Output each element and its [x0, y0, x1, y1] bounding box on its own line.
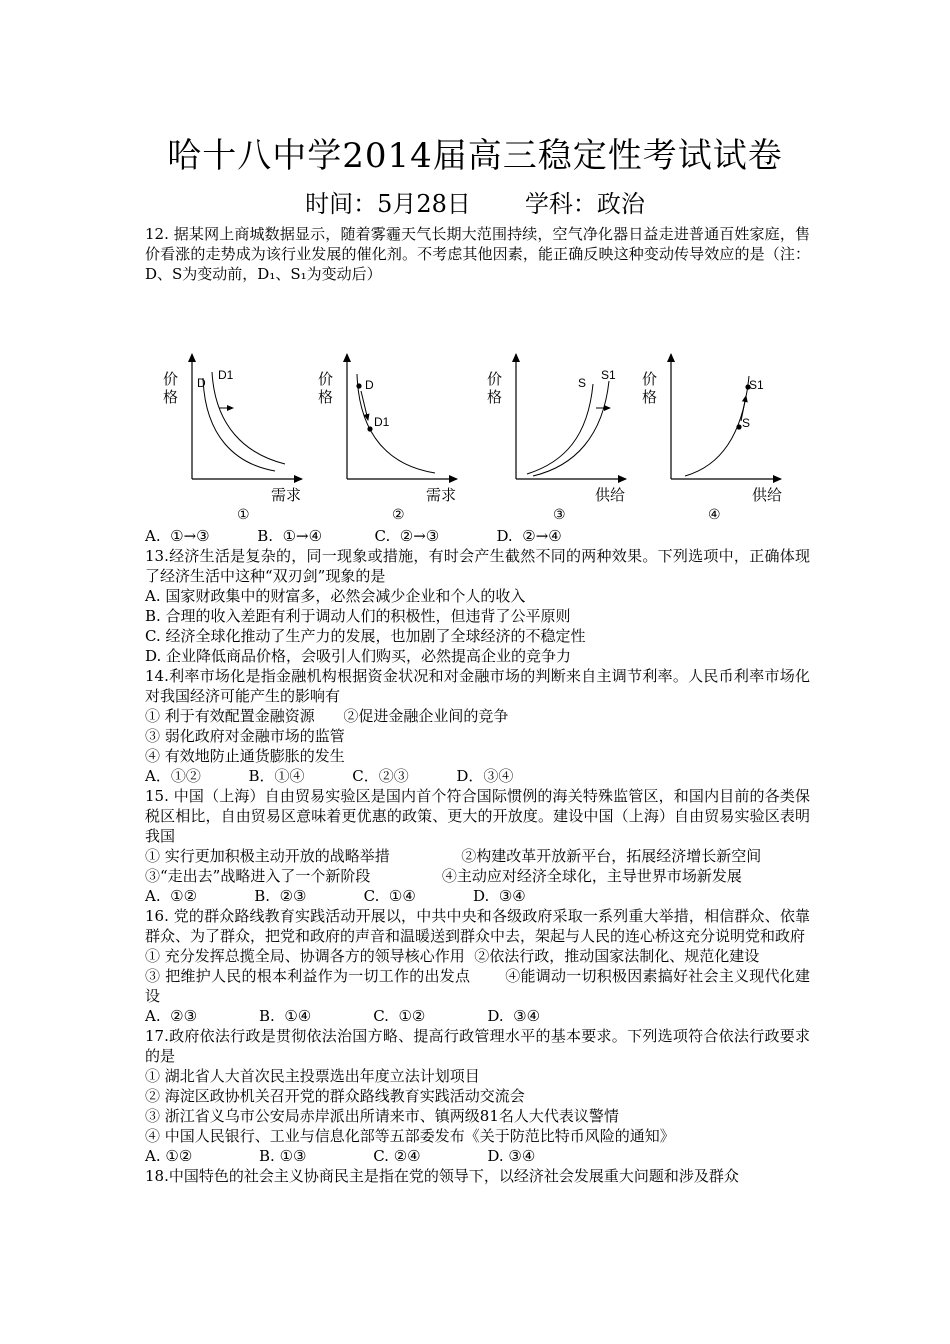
graph-4-curve-s: S: [742, 416, 751, 430]
q12-graphs: [145, 286, 810, 523]
q17-item-2: ② 海淀区政协机关召开党的群众路线教育实践活动交流会: [145, 1087, 525, 1105]
graph-4-ylabel-1: 价: [642, 370, 658, 388]
graph-2-curve-d: D: [365, 378, 374, 392]
graph-4-ylabel-2: 格: [642, 388, 658, 406]
graph-2-xlabel: 需求: [426, 486, 457, 504]
graph-3-xlabel: 供给: [595, 486, 626, 504]
q12-stem: 12. 据某网上商城数据显示，随着雾霾天气长期大范围持续，空气净化器日益走进普通百姓家庭，售价看涨的走势成为该行业发展的催化剂。不考虑其他因素，能正确反映这种变动传导效应的是（注：D、S为变动前，D₁、S₁为变动后）: [145, 225, 810, 283]
q13-stem: 13.经济生活是复杂的，同一现象或措施，有时会产生截然不同的两种效果。下列选项中，正确体现了经济生活中这种“双刃剑”现象的是: [145, 547, 810, 585]
graph-3-curve-s: S: [578, 376, 587, 390]
q14-stem: 14.利率市场化是指金融机构根据资金状况和对金融市场的判断来自主调节利率。人民币利率市场化对我国经济可能产生的影响有: [145, 667, 810, 705]
graph-3-ylabel-2: 格: [487, 388, 503, 406]
question-content: [145, 224, 810, 1186]
q16-options: A. ②③ B. ①④ C. ①② D. ③④: [145, 1007, 541, 1025]
q13-option-b: B. 合理的收入差距有利于调动人们的积极性，但违背了公平原则: [145, 607, 571, 625]
graph-1-number: ①: [237, 507, 250, 523]
q14-item-4: ④ 有效地防止通货膨胀的发生: [145, 747, 345, 765]
graph-2-ylabel-2: 格: [318, 388, 334, 406]
graph-3-curve-s1: S1: [601, 368, 616, 382]
graph-1: [163, 354, 302, 504]
q16-items-34: ③ 把维护人民的根本利益作为一切工作的出发点 ④能调动一切积极因素搞好社会主义现代化建设: [145, 967, 810, 1005]
graph-2-ylabel-1: 价: [318, 370, 334, 388]
graph-4-number: ④: [708, 507, 721, 523]
q15-items-12: ① 实行更加积极主动开放的战略举措 ②构建改革开放新平台，拓展经济增长新空间: [145, 847, 762, 865]
graph-1-curve-d1: D1: [218, 368, 234, 382]
q15-stem: 15. 中国（上海）自由贸易实验区是国内首个符合国际惯例的海关特殊监管区，和国内目前的各类保税区相比，自由贸易区意味着更优惠的政策、更大的开放度。建设中国（上海）自由贸易实验区表明我国: [145, 787, 810, 845]
q17-item-1: ① 湖北省人大首次民主投票选出年度立法计划项目: [145, 1067, 480, 1085]
q12-graph-figure: [145, 286, 810, 523]
graph-4-xlabel: 供给: [752, 486, 783, 504]
graph-2-number: ②: [392, 507, 405, 523]
graph-3-number: ③: [553, 507, 566, 523]
q12-options: A. ①→③ B. ①→④ C. ②→③ D. ②→④: [145, 527, 562, 545]
q16-items-12: ① 充分发挥总揽全局、协调各方的领导核心作用 ②依法行政，推动国家法制化、规范化建设: [145, 947, 760, 965]
q15-items-34: ③“走出去”战略进入了一个新阶段 ④主动应对经济全球化，主导世界市场新发展: [145, 867, 742, 885]
q17-stem: 17.政府依法行政是贯彻依法治国方略、提高行政管理水平的基本要求。下列选项符合依法行政要求的是: [145, 1027, 810, 1065]
graph-2: [318, 354, 457, 504]
graph-1-ylabel-1: 价: [163, 370, 179, 388]
q18-stem: 18.中国特色的社会主义协商民主是指在党的领导下，以经济社会发展重大问题和涉及群众: [145, 1167, 739, 1185]
graph-4-curve-s1: S1: [749, 378, 764, 392]
exam-time: 时间：5月28日: [305, 190, 471, 218]
q17-item-3: ③ 浙江省义乌市公安局赤岸派出所请来市、镇两级81名人大代表议警情: [145, 1107, 619, 1125]
q13-option-d: D. 企业降低商品价格，会吸引人们购买，必然提高企业的竞争力: [145, 647, 572, 665]
graph-1-curve-d: D: [197, 376, 206, 390]
q15-options: A. ①② B. ②③ C. ①④ D. ③④: [145, 887, 526, 905]
q14-options: A．①② B．①④ C．②③ D．③④: [145, 767, 514, 785]
q14-items-12: ① 利于有效配置金融资源 ②促进金融企业间的竞争: [145, 707, 509, 725]
q13-option-a: A. 国家财政集中的财富多，必然会减少企业和个人的收入: [145, 587, 526, 605]
graph-1-xlabel: 需求: [271, 486, 302, 504]
exam-title: 哈十八中学2014届高三稳定性考试试卷: [167, 136, 783, 176]
graph-1-ylabel-2: 格: [163, 388, 179, 406]
exam-subtitle: [0, 184, 950, 219]
q14-item-3: ③ 弱化政府对金融市场的监管: [145, 727, 345, 745]
q17-options: A. ①② B. ①③ C. ②④ D. ③④: [145, 1147, 536, 1165]
graph-4: [642, 354, 782, 504]
q17-item-4: ④ 中国人民银行、工业与信息化部等五部委发布《关于防范比特币风险的通知》: [145, 1127, 675, 1145]
graph-2-curve-d1: D1: [374, 415, 390, 429]
q13-option-c: C. 经济全球化推动了生产力的发展，也加剧了全球经济的不稳定性: [145, 627, 586, 645]
q16-stem: 16. 党的群众路线教育实践活动开展以，中共中央和各级政府采取一系列重大举措，相信群众、依靠群众、为了群众，把党和政府的声音和温暖送到群众中去，架起与人民的连心桥这充分说明党和政府: [145, 907, 810, 945]
graph-3: [487, 354, 626, 504]
graph-3-ylabel-1: 价: [487, 370, 503, 388]
exam-subject: 学科：政治: [524, 190, 645, 218]
